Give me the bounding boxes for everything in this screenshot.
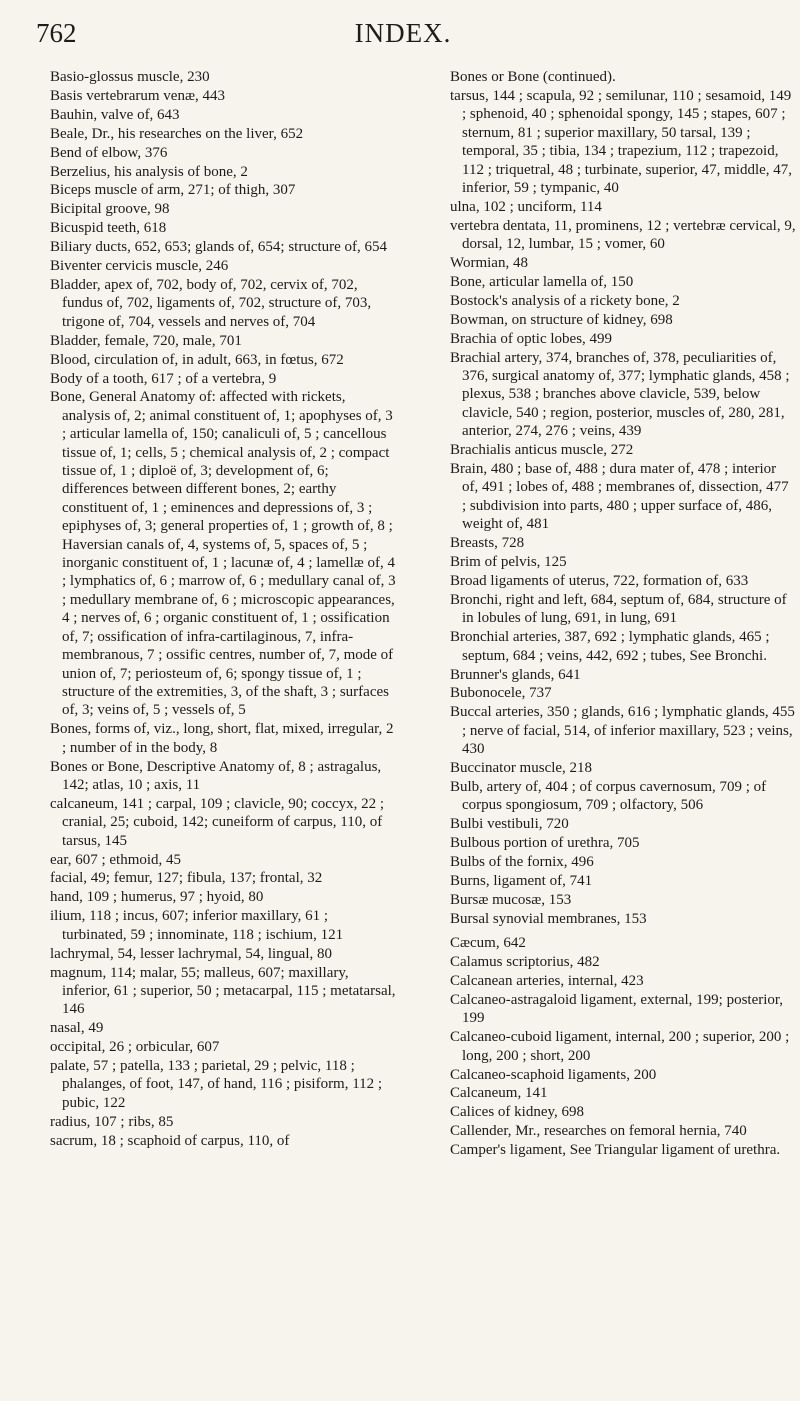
index-entry: Calices of kidney, 698 [450, 1104, 584, 1121]
index-entry: Bulbous portion of urethra, 705 [450, 835, 640, 852]
index-entry: Camper's ligament, See Triangular ligament of urethra. [450, 1142, 781, 1159]
index-entry: ear, 607 ; ethmoid, 45 [50, 851, 182, 868]
index-entry: Bursal synovial membranes, 153 [450, 910, 647, 927]
index-entry: Bulbi vestibuli, 720 [450, 816, 569, 833]
index-entry: Calcaneo-scaphoid ligaments, 200 [450, 1066, 657, 1083]
index-entry: Body of a tooth, 617 ; of a vertebra, 9 [50, 370, 277, 387]
index-entry: Callender, Mr., researches on femoral hernia, 740 [450, 1123, 747, 1140]
page-number: 762 [36, 18, 77, 48]
index-entry: Brachia of optic lobes, 499 [450, 330, 613, 347]
index-entry: tarsus, 144 ; scapula, 92 ; semilunar, 110 ; sesamoid, 149 ; sphenoid, 40 ; sphenoidal spongy, 145 ; stapes, 607 ; sternum, 81 ; superior maxillary, 50 tarsal, 139 ; temporal, 35 ; tibia, 134 ; trapezium, 112 ; trapezoid, 112 ; triquetral, 48 ; turbinate, superior, 47, middle, 47, inferior, 59 ; tympanic, 40 [450, 87, 793, 196]
index-entry: Calcaneo-astragaloid ligament, external, 199; posterior, 199 [450, 991, 784, 1027]
index-entry: Bauhin, valve of, 643 [50, 106, 180, 123]
index-entry: Bronchial arteries, 387, 692 ; lymphatic glands, 465 ; septum, 684 ; veins, 442, 692 ; tubes, See Bronchi. [450, 629, 770, 664]
index-entry: sacrum, 18 ; scaphoid of carpus, 110, of [50, 1132, 290, 1149]
index-entry: Wormian, 48 [450, 255, 528, 272]
index-entry: Calcanean arteries, internal, 423 [450, 973, 644, 989]
index-entry: Basio-glossus muscle, 230 [50, 69, 210, 85]
index-entry: Burns, ligament of, 741 [450, 872, 593, 889]
index-entry: lachrymal, 54, lesser lachrymal, 54, lingual, 80 [50, 945, 333, 962]
index-entry: Bend of elbow, 376 [50, 144, 168, 161]
index-entry: Bone, articular lamella of, 150 [450, 273, 634, 290]
index-entry: Calcaneum, 141 [450, 1085, 548, 1102]
index-entry: Bronchi, right and left, 684, septum of, 684, structure of in lobules of lung, 691, in lung, 691 [450, 591, 787, 627]
index-entry: Brachialis anticus muscle, 272 [450, 442, 634, 459]
index-entry: Bubonocele, 737 [450, 685, 552, 702]
page-header [36, 18, 770, 52]
index-entry: Bulbs of the fornix, 496 [450, 854, 594, 871]
index-entry: Biventer cervicis muscle, 246 [50, 258, 229, 275]
index-entry: Calamus scriptorius, 482 [450, 954, 600, 971]
index-entry: Bicuspid teeth, 618 [50, 220, 167, 237]
index-entry: Bones, forms of, viz., long, short, flat, mixed, irregular, 2 ; number of in the body, 8 [50, 721, 394, 756]
index-entry: Brunner's glands, 641 [450, 666, 581, 683]
index-entry: Bones or Bone, Descriptive Anatomy of, 8 ; astragalus, 142; atlas, 10 ; axis, 11 [50, 758, 382, 793]
left-column [50, 68, 396, 1160]
index-entry: palate, 57 ; patella, 133 ; parietal, 29 ; pelvic, 118 ; phalanges, of foot, 147, of hand, 116 ; pisiform, 112 ; pubic, 122 [50, 1058, 383, 1111]
index-entry: Bones or Bone (continued). [450, 69, 616, 85]
index-entry: Bursæ mucosæ, 153 [450, 891, 572, 908]
index-entry: hand, 109 ; humerus, 97 ; hyoid, 80 [50, 889, 264, 906]
index-entry: Calcaneo-cuboid ligament, internal, 200 ; superior, 200 ; long, 200 ; short, 200 [450, 1029, 790, 1064]
index-entry: radius, 107 ; ribs, 85 [50, 1113, 174, 1130]
index-entry: Biliary ducts, 652, 653; glands of, 654; structure of, 654 [50, 239, 388, 256]
index-entry: ulna, 102 ; unciform, 114 [450, 198, 602, 215]
index-entry: magnum, 114; malar, 55; malleus, 607; maxillary, inferior, 61 ; superior, 50 ; metacarpal, 115 ; metatarsal, 146 [50, 964, 396, 1018]
index-entry: Biceps muscle of arm, 271; of thigh, 307 [50, 182, 296, 199]
index-entry: vertebra dentata, 11, prominens, 12 ; vertebræ cervical, 9, dorsal, 12, lumbar, 15 ; vomer, 60 [450, 217, 796, 253]
index-entry: Basis vertebrarum venæ, 443 [50, 87, 225, 104]
index-entry: Bladder, female, 720, male, 701 [50, 332, 242, 349]
index-entry: Beale, Dr., his researches on the liver, 652 [50, 125, 304, 142]
index-entry: Berzelius, his analysis of bone, 2 [50, 163, 248, 180]
index-entry: Cæcum, 642 [450, 935, 526, 952]
index-entry: Broad ligaments of uterus, 722, formation of, 633 [450, 572, 749, 589]
index-entry: Bowman, on structure of kidney, 698 [450, 311, 673, 328]
index-entry: Breasts, 728 [450, 535, 525, 552]
index-entry: Bulb, artery of, 404 ; of corpus cavernosum, 709 ; of corpus spongiosum, 709 ; olfactory, 506 [450, 778, 767, 814]
running-title: INDEX. [354, 18, 452, 48]
index-entry: ilium, 118 ; incus, 607; inferior maxillary, 61 ; turbinated, 59 ; innominate, 118 ; ischium, 121 [50, 908, 344, 943]
index-entry: calcaneum, 141 ; carpal, 109 ; clavicle, 90; coccyx, 22 ; cranial, 25; cuboid, 142; cuneiform of carpus, 110, of tarsus, 145 [50, 795, 385, 849]
index-entry: Buccal arteries, 350 ; glands, 616 ; lymphatic glands, 455 ; nerve of facial, 514, of inferior maxillary, 523 ; veins, 430 [450, 704, 795, 758]
index-entry: nasal, 49 [50, 1020, 104, 1037]
index-entry: Bone, General Anatomy of: affected with rickets, analysis of, 2; animal constituent of, 1; apophyses of, 3 ; articular lamella of, 150; canaliculi of, 5 ; cancellous tissue of, 1; cells, 5 ; chemical analysis of, 2 ; compact tissue of, 1 ; diploë of, 3; development of, 6; differences between different bones, 2; earthy constituent of, 1 ; eminences and depressions of, 3 ; epiphyses of, 3; general properties of, 1 ; growth of, 8 ; Haversian canals of, 4, systems of, 5, spaces of, 5 ; inorganic constituent of, 1 ; lacunæ of, 4 ; lamellæ of, 4 ; lymphatics of, 6 ; marrow of, 6 ; medullary canal of, 3 ; medullary membrane of, 6 ; microscopic appearances, 4 ; nerves of, 6 ; organic constituent of, 1 ; ossification of, 7; ossification of infra-cartilaginous, 7, infra-membranous, 7 ; ossific centres, number of, 7, mode of union of, 7; periosteum of, 6; spongy tissue of, 1 ; structure of the extremities, 3, of the shaft, 3 ; surfaces of, 3; veins of, 5 ; vessels of, 5 [50, 389, 396, 719]
index-entry: Brim of pelvis, 125 [450, 554, 567, 571]
index-entry: Bicipital groove, 98 [50, 201, 170, 218]
index-entry: Bladder, apex of, 702, body of, 702, cervix of, 702, fundus of, 702, ligaments of, 702, structure of, 703, trigone of, 704, vessels and nerves of, 704 [50, 276, 372, 330]
index-entry: Brachial artery, 374, branches of, 378, peculiarities of, 376, surgical anatomy of, 377; lymphatic glands, 458 ; plexus, 538 ; branches above clavicle, 539, below clavicle, 540 ; region, posterior, muscles of, 280, 281, anterior, 274, 276 ; veins, 439 [450, 349, 790, 440]
index-entry: Blood, circulation of, in adult, 663, in fœtus, 672 [50, 351, 344, 368]
index-columns [50, 68, 796, 1160]
index-entry: Bostock's analysis of a rickety bone, 2 [450, 292, 680, 309]
right-column [450, 68, 796, 1160]
index-entry: facial, 49; femur, 127; fibula, 137; frontal, 32 [50, 870, 323, 887]
index-entry: Brain, 480 ; base of, 488 ; dura mater of, 478 ; interior of, 491 ; lobes of, 488 ; membranes of, dissection, 477 ; subdivision into parts, 480 ; upper surface of, 486, weight of, 481 [450, 461, 789, 533]
index-entry: Buccinator muscle, 218 [450, 760, 593, 777]
index-entry: occipital, 26 ; orbicular, 607 [50, 1039, 220, 1056]
